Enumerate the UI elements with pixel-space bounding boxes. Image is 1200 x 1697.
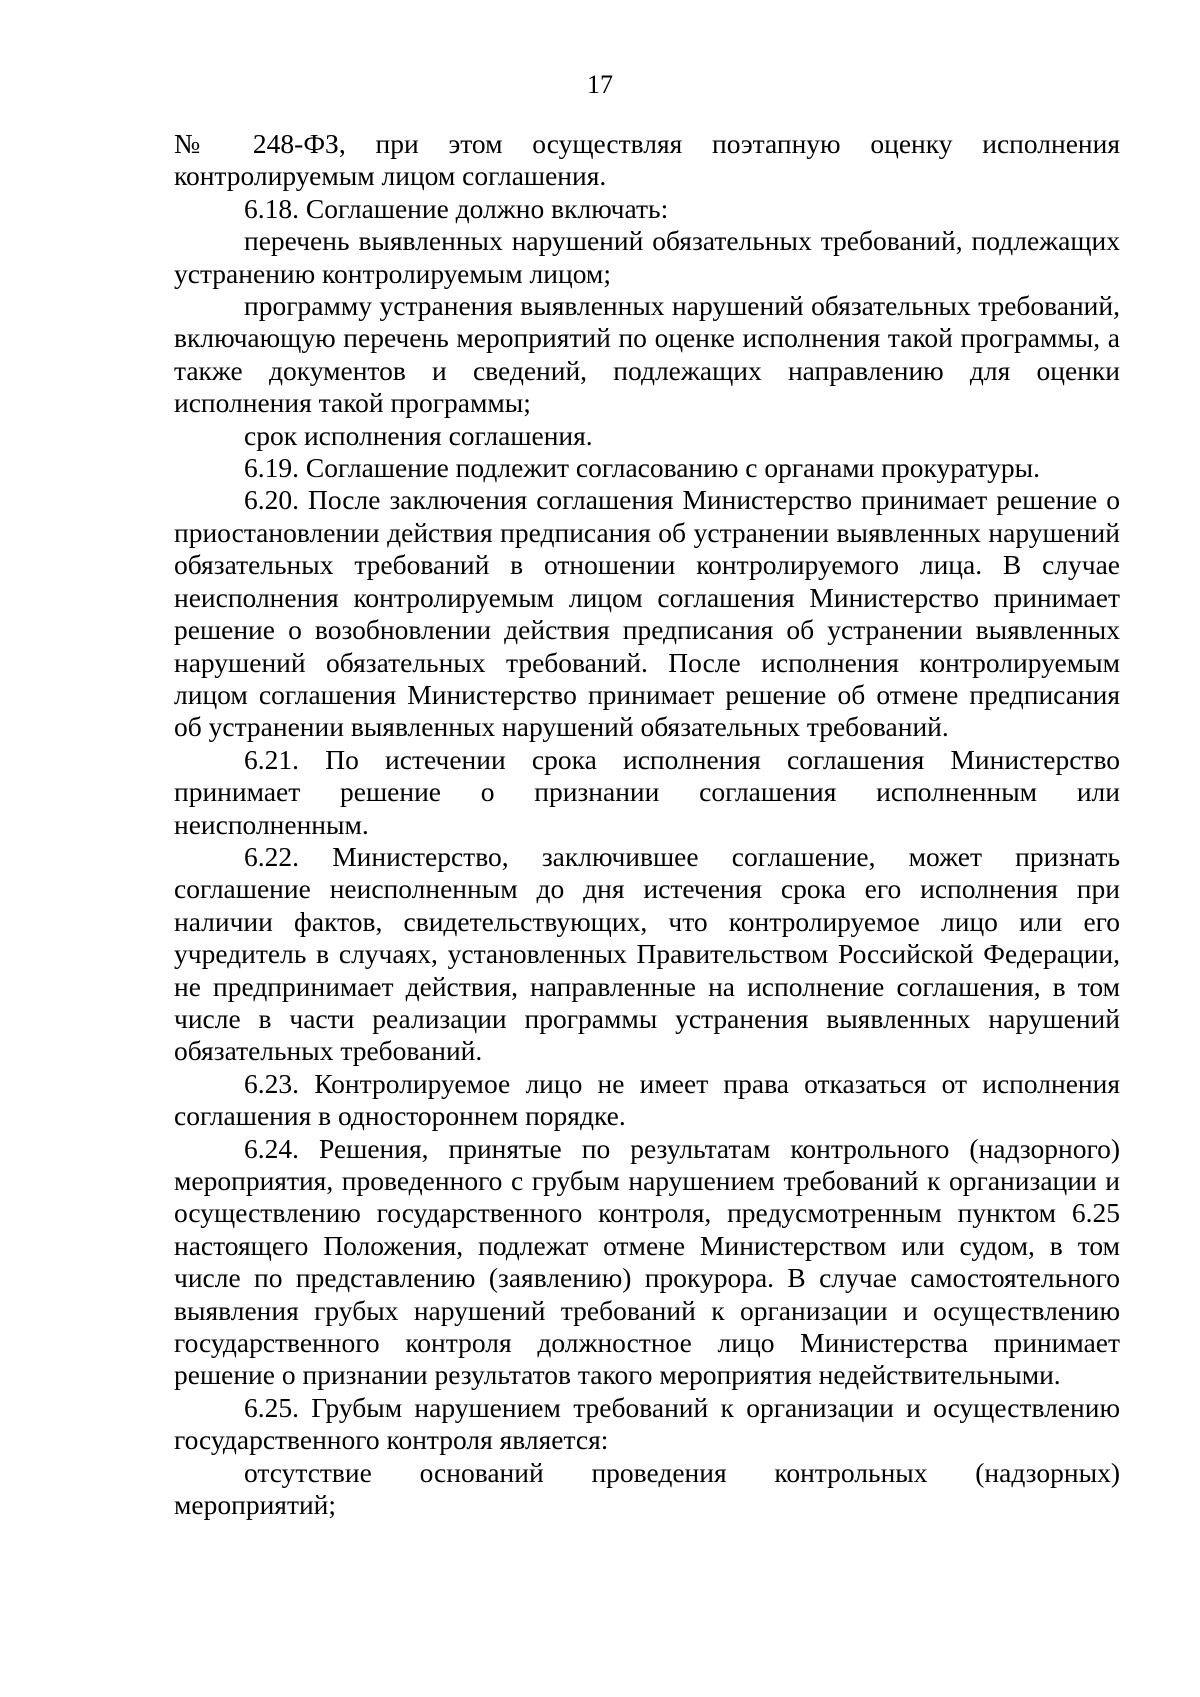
paragraph-list-item: отсутствие оснований проведения контрольных (надзорных) мероприятий;: [174, 1456, 1120, 1521]
paragraph-6-20: 6.20. После заключения соглашения Министерство принимает решение о приостановлении действия предписания об устранении выявленных нарушений обязательных требований в отношении контролируемого лица. В случае неисполнения контролируемым лицом соглашения Министерство принимает решение о возобновлении действия предписания об устранении выявленных нарушений обязательных требований. После исполнения контролируемым лицом соглашения Министерство принимает решение об отмене предписания об устранении выявленных нарушений обязательных требований.: [174, 484, 1120, 743]
paragraph-6-18: 6.18. Соглашение должно включать:: [244, 192, 669, 224]
paragraph-6-25: 6.25. Грубым нарушением требований к организации и осуществлению государственного контроля является:: [174, 1391, 1120, 1456]
paragraph-list-item: срок исполнения соглашения.: [244, 419, 593, 451]
document-body: [174, 128, 1120, 1521]
paragraph-6-24: 6.24. Решения, принятые по результатам контрольного (надзорного) мероприятия, проведенного с грубым нарушением требований к организации и осуществлению государственного контроля, предусмотренным пунктом 6.25 настоящего Положения, подлежат отмене Министерством или судом, в том числе по представлению (заявлению) прокурора. В случае самостоятельного выявления грубых нарушений требований к организации и осуществлению государственного контроля должностное лицо Министерства принимает решение о признании результатов такого мероприятия недействительными.: [174, 1132, 1120, 1391]
paragraph-6-22: 6.22. Министерство, заключившее соглашение, может признать соглашение неисполненным до дня истечения срока его исполнения при наличии фактов, свидетельствующих, что контролируемое лицо или его учредитель в случаях, установленных Правительством Российской Федерации, не предпринимает действия, направленные на исполнение соглашения, в том числе в части реализации программы устранения выявленных нарушений обязательных требований.: [174, 840, 1120, 1067]
paragraph-continuation: № 248-ФЗ, при этом осуществляя поэтапную оценку исполнения контролируемым лицом соглашения.: [174, 128, 1120, 192]
page-number: 17: [587, 70, 613, 99]
paragraph-6-19: 6.19. Соглашение подлежит согласованию с органами прокуратуры.: [244, 452, 1040, 484]
paragraph-list-item: перечень выявленных нарушений обязательных требований, подлежащих устранению контролируемым лицом;: [174, 225, 1120, 289]
paragraph-list-item: программу устранения выявленных нарушений обязательных требований, включающую перечень мероприятий по оценке исполнения такой программы, а также документов и сведений, подлежащих направлению для оценки исполнения такой программы;: [174, 290, 1120, 419]
paragraph-6-23: 6.23. Контролируемое лицо не имеет права отказаться от исполнения соглашения в одностороннем порядке.: [174, 1067, 1120, 1132]
paragraph-6-21: 6.21. По истечении срока исполнения соглашения Министерство принимает решение о признании соглашения исполненным или неисполненным.: [174, 743, 1120, 840]
